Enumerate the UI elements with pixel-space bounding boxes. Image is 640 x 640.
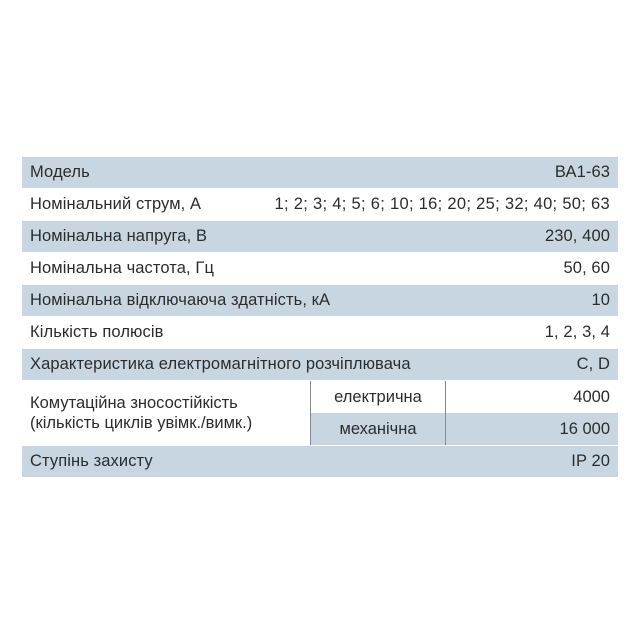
spec-value: 1; 2; 3; 4; 5; 6; 10; 16; 20; 25; 32; 40; 50; 63 — [274, 195, 610, 213]
spec-value: IP 20 — [571, 452, 610, 470]
spec-label: Номінальна відключаюча здатність, кА — [30, 291, 331, 309]
durability-electrical-row — [310, 381, 618, 413]
spec-row-model — [22, 157, 618, 188]
electrical-value: 4000 — [573, 387, 610, 406]
spec-value: 230, 400 — [544, 227, 610, 245]
spec-label: Номінальна частота, Гц — [30, 259, 214, 277]
spec-row-trip-characteristic — [22, 349, 618, 380]
spec-label: Кількість полюсів — [30, 323, 164, 341]
spec-value: 1, 2, 3, 4 — [544, 323, 610, 341]
spec-row-rated-voltage — [22, 221, 618, 252]
durability-sub-rows — [310, 381, 618, 445]
durability-label — [22, 381, 310, 445]
spec-label: Характеристика електромагнітного розчіплювача — [30, 355, 411, 373]
mechanical-value: 16 000 — [559, 419, 610, 438]
spec-value: C, D — [576, 355, 610, 373]
spec-label: Номінальний струм, А — [30, 195, 202, 213]
spec-row-protection-degree — [22, 446, 618, 477]
spec-row-rated-current — [22, 189, 618, 220]
specifications-table — [22, 157, 618, 478]
electrical-label: електрична — [310, 381, 446, 413]
spec-row-breaking-capacity — [22, 285, 618, 316]
spec-row-poles — [22, 317, 618, 348]
spec-label: Модель — [30, 163, 90, 181]
mechanical-label: механічна — [310, 413, 446, 445]
spec-value: 10 — [591, 291, 610, 309]
spec-value: 50, 60 — [563, 259, 610, 277]
spec-label: Номінальна напруга, В — [30, 227, 208, 245]
durability-label-line1: Комутаційна зносостійкість — [30, 394, 238, 412]
durability-mechanical-row — [310, 413, 618, 445]
spec-value: ВА1-63 — [554, 163, 610, 181]
spec-row-switching-durability — [22, 381, 618, 445]
durability-label-line2: (кількість циклів увімк./вимк.) — [30, 414, 253, 432]
spec-row-rated-frequency — [22, 253, 618, 284]
spec-label: Ступінь захисту — [30, 452, 153, 470]
